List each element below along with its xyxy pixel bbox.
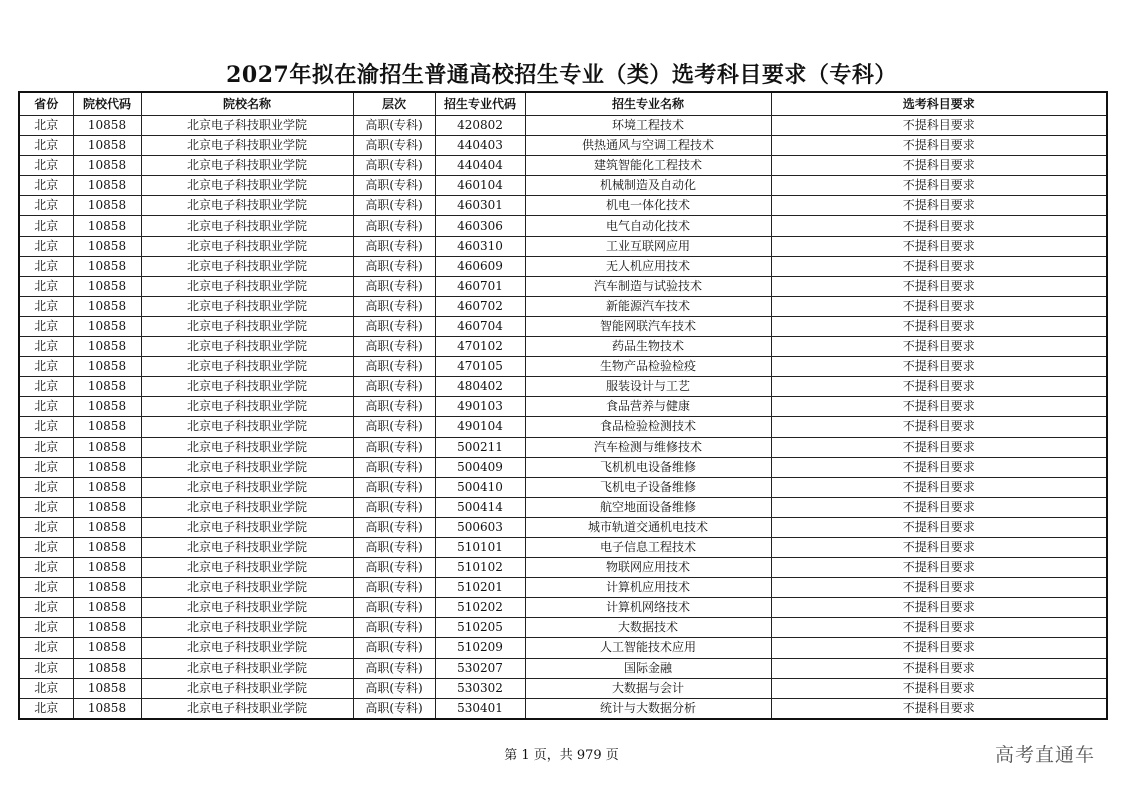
- cell-major-name: 汽车检测与维修技术: [525, 437, 771, 457]
- cell-major-name: 国际金融: [525, 658, 771, 678]
- cell-school-name: 北京电子科技职业学院: [141, 558, 353, 578]
- table-row: [19, 658, 1107, 678]
- cell-level: 高职(专科): [353, 377, 435, 397]
- cell-level: 高职(专科): [353, 477, 435, 497]
- cell-level: 高职(专科): [353, 678, 435, 698]
- cell-subject-requirement: 不提科目要求: [771, 417, 1107, 437]
- cell-level: 高职(专科): [353, 136, 435, 156]
- table-row: [19, 116, 1107, 136]
- table-row: [19, 156, 1107, 176]
- cell-school-name: 北京电子科技职业学院: [141, 236, 353, 256]
- cell-school-code: 10858: [73, 598, 141, 618]
- header-subject-requirement: 选考科目要求: [771, 92, 1107, 116]
- cell-school-code: 10858: [73, 156, 141, 176]
- cell-major-code: 510205: [435, 618, 525, 638]
- cell-major-code: 470102: [435, 337, 525, 357]
- cell-major-name: 电气自动化技术: [525, 216, 771, 236]
- cell-major-code: 460701: [435, 276, 525, 296]
- table-row: [19, 497, 1107, 517]
- cell-school-name: 北京电子科技职业学院: [141, 497, 353, 517]
- table-row: [19, 537, 1107, 557]
- table-row: [19, 578, 1107, 598]
- table-row: [19, 296, 1107, 316]
- table-row: [19, 377, 1107, 397]
- cell-province: 北京: [19, 417, 73, 437]
- cell-major-name: 飞机机电设备维修: [525, 457, 771, 477]
- cell-school-name: 北京电子科技职业学院: [141, 397, 353, 417]
- cell-school-name: 北京电子科技职业学院: [141, 357, 353, 377]
- cell-school-code: 10858: [73, 658, 141, 678]
- table-row: [19, 638, 1107, 658]
- header-school-name: 院校名称: [141, 92, 353, 116]
- cell-major-name: 飞机电子设备维修: [525, 477, 771, 497]
- cell-school-name: 北京电子科技职业学院: [141, 618, 353, 638]
- cell-major-name: 电子信息工程技术: [525, 537, 771, 557]
- cell-school-name: 北京电子科技职业学院: [141, 337, 353, 357]
- cell-level: 高职(专科): [353, 558, 435, 578]
- cell-province: 北京: [19, 437, 73, 457]
- cell-major-name: 物联网应用技术: [525, 558, 771, 578]
- cell-school-code: 10858: [73, 437, 141, 457]
- cell-major-name: 大数据与会计: [525, 678, 771, 698]
- cell-school-code: 10858: [73, 537, 141, 557]
- cell-school-code: 10858: [73, 678, 141, 698]
- cell-school-code: 10858: [73, 216, 141, 236]
- cell-school-name: 北京电子科技职业学院: [141, 477, 353, 497]
- cell-school-code: 10858: [73, 618, 141, 638]
- cell-school-name: 北京电子科技职业学院: [141, 437, 353, 457]
- cell-level: 高职(专科): [353, 236, 435, 256]
- cell-school-name: 北京电子科技职业学院: [141, 417, 353, 437]
- cell-school-name: 北京电子科技职业学院: [141, 196, 353, 216]
- cell-school-name: 北京电子科技职业学院: [141, 377, 353, 397]
- cell-province: 北京: [19, 477, 73, 497]
- cell-province: 北京: [19, 558, 73, 578]
- cell-school-code: 10858: [73, 296, 141, 316]
- cell-major-name: 供热通风与空调工程技术: [525, 136, 771, 156]
- cell-level: 高职(专科): [353, 176, 435, 196]
- cell-level: 高职(专科): [353, 337, 435, 357]
- cell-level: 高职(专科): [353, 216, 435, 236]
- cell-school-code: 10858: [73, 698, 141, 719]
- cell-school-name: 北京电子科技职业学院: [141, 517, 353, 537]
- cell-major-code: 530302: [435, 678, 525, 698]
- cell-subject-requirement: 不提科目要求: [771, 357, 1107, 377]
- cell-major-name: 城市轨道交通机电技术: [525, 517, 771, 537]
- cell-subject-requirement: 不提科目要求: [771, 397, 1107, 417]
- cell-subject-requirement: 不提科目要求: [771, 658, 1107, 678]
- cell-province: 北京: [19, 136, 73, 156]
- page-number: 第 1 页，共 979 页: [504, 748, 619, 763]
- cell-subject-requirement: 不提科目要求: [771, 196, 1107, 216]
- table-row: [19, 397, 1107, 417]
- table-row: [19, 437, 1107, 457]
- cell-major-name: 智能网联汽车技术: [525, 316, 771, 336]
- cell-subject-requirement: 不提科目要求: [771, 618, 1107, 638]
- cell-school-name: 北京电子科技职业学院: [141, 457, 353, 477]
- cell-province: 北京: [19, 537, 73, 557]
- cell-subject-requirement: 不提科目要求: [771, 316, 1107, 336]
- cell-major-code: 460609: [435, 256, 525, 276]
- cell-subject-requirement: 不提科目要求: [771, 517, 1107, 537]
- cell-province: 北京: [19, 196, 73, 216]
- table-row: [19, 236, 1107, 256]
- cell-major-code: 490104: [435, 417, 525, 437]
- cell-level: 高职(专科): [353, 316, 435, 336]
- cell-province: 北京: [19, 698, 73, 719]
- cell-province: 北京: [19, 337, 73, 357]
- cell-major-name: 计算机网络技术: [525, 598, 771, 618]
- cell-major-code: 460306: [435, 216, 525, 236]
- cell-level: 高职(专科): [353, 256, 435, 276]
- cell-province: 北京: [19, 296, 73, 316]
- cell-major-code: 460310: [435, 236, 525, 256]
- header-province: 省份: [19, 92, 73, 116]
- cell-school-name: 北京电子科技职业学院: [141, 156, 353, 176]
- cell-school-code: 10858: [73, 517, 141, 537]
- cell-subject-requirement: 不提科目要求: [771, 698, 1107, 719]
- cell-school-code: 10858: [73, 477, 141, 497]
- table-row: [19, 196, 1107, 216]
- cell-school-name: 北京电子科技职业学院: [141, 296, 353, 316]
- cell-school-code: 10858: [73, 176, 141, 196]
- cell-school-code: 10858: [73, 276, 141, 296]
- cell-school-code: 10858: [73, 136, 141, 156]
- cell-province: 北京: [19, 578, 73, 598]
- cell-major-code: 500603: [435, 517, 525, 537]
- cell-major-name: 人工智能技术应用: [525, 638, 771, 658]
- table-row: [19, 517, 1107, 537]
- cell-major-code: 510209: [435, 638, 525, 658]
- cell-major-name: 汽车制造与试验技术: [525, 276, 771, 296]
- cell-major-name: 食品检验检测技术: [525, 417, 771, 437]
- cell-school-code: 10858: [73, 357, 141, 377]
- cell-major-code: 440403: [435, 136, 525, 156]
- cell-school-name: 北京电子科技职业学院: [141, 256, 353, 276]
- cell-level: 高职(专科): [353, 598, 435, 618]
- cell-major-code: 460702: [435, 296, 525, 316]
- cell-school-name: 北京电子科技职业学院: [141, 116, 353, 136]
- table-row: [19, 698, 1107, 719]
- cell-school-code: 10858: [73, 316, 141, 336]
- cell-school-name: 北京电子科技职业学院: [141, 598, 353, 618]
- cell-level: 高职(专科): [353, 638, 435, 658]
- cell-major-code: 440404: [435, 156, 525, 176]
- table-row: [19, 457, 1107, 477]
- cell-level: 高职(专科): [353, 116, 435, 136]
- cell-province: 北京: [19, 658, 73, 678]
- cell-major-name: 机电一体化技术: [525, 196, 771, 216]
- cell-school-code: 10858: [73, 638, 141, 658]
- header-level: 层次: [353, 92, 435, 116]
- cell-subject-requirement: 不提科目要求: [771, 598, 1107, 618]
- cell-subject-requirement: 不提科目要求: [771, 638, 1107, 658]
- cell-subject-requirement: 不提科目要求: [771, 497, 1107, 517]
- cell-province: 北京: [19, 256, 73, 276]
- table-row: [19, 256, 1107, 276]
- table-row: [19, 558, 1107, 578]
- cell-level: 高职(专科): [353, 437, 435, 457]
- cell-level: 高职(专科): [353, 537, 435, 557]
- cell-major-name: 航空地面设备维修: [525, 497, 771, 517]
- cell-subject-requirement: 不提科目要求: [771, 236, 1107, 256]
- cell-school-code: 10858: [73, 116, 141, 136]
- cell-major-code: 500414: [435, 497, 525, 517]
- cell-level: 高职(专科): [353, 417, 435, 437]
- cell-subject-requirement: 不提科目要求: [771, 156, 1107, 176]
- cell-school-code: 10858: [73, 417, 141, 437]
- cell-major-name: 计算机应用技术: [525, 578, 771, 598]
- cell-province: 北京: [19, 517, 73, 537]
- cell-level: 高职(专科): [353, 698, 435, 719]
- table-row: [19, 678, 1107, 698]
- cell-level: 高职(专科): [353, 397, 435, 417]
- cell-province: 北京: [19, 236, 73, 256]
- cell-school-name: 北京电子科技职业学院: [141, 658, 353, 678]
- cell-school-name: 北京电子科技职业学院: [141, 216, 353, 236]
- cell-school-name: 北京电子科技职业学院: [141, 537, 353, 557]
- cell-school-code: 10858: [73, 558, 141, 578]
- cell-major-code: 530401: [435, 698, 525, 719]
- cell-major-name: 服装设计与工艺: [525, 377, 771, 397]
- cell-school-name: 北京电子科技职业学院: [141, 698, 353, 719]
- cell-level: 高职(专科): [353, 357, 435, 377]
- page-title: 2027年拟在渝招生普通高校招生专业（类）选考科目要求（专科）: [226, 62, 897, 88]
- cell-level: 高职(专科): [353, 457, 435, 477]
- table-header-row: [19, 92, 1107, 116]
- requirements-table: [18, 91, 1108, 720]
- cell-province: 北京: [19, 216, 73, 236]
- cell-level: 高职(专科): [353, 517, 435, 537]
- cell-province: 北京: [19, 457, 73, 477]
- cell-major-name: 工业互联网应用: [525, 236, 771, 256]
- cell-province: 北京: [19, 116, 73, 136]
- cell-major-code: 480402: [435, 377, 525, 397]
- cell-subject-requirement: 不提科目要求: [771, 678, 1107, 698]
- cell-province: 北京: [19, 357, 73, 377]
- cell-major-code: 500410: [435, 477, 525, 497]
- cell-province: 北京: [19, 397, 73, 417]
- cell-province: 北京: [19, 598, 73, 618]
- cell-major-code: 510101: [435, 537, 525, 557]
- cell-major-name: 无人机应用技术: [525, 256, 771, 276]
- cell-major-code: 490103: [435, 397, 525, 417]
- cell-level: 高职(专科): [353, 618, 435, 638]
- cell-subject-requirement: 不提科目要求: [771, 116, 1107, 136]
- cell-major-name: 建筑智能化工程技术: [525, 156, 771, 176]
- cell-subject-requirement: 不提科目要求: [771, 437, 1107, 457]
- cell-major-name: 机械制造及自动化: [525, 176, 771, 196]
- cell-major-code: 500211: [435, 437, 525, 457]
- cell-level: 高职(专科): [353, 658, 435, 678]
- cell-province: 北京: [19, 176, 73, 196]
- cell-subject-requirement: 不提科目要求: [771, 256, 1107, 276]
- cell-subject-requirement: 不提科目要求: [771, 477, 1107, 497]
- cell-major-name: 新能源汽车技术: [525, 296, 771, 316]
- cell-school-code: 10858: [73, 457, 141, 477]
- cell-subject-requirement: 不提科目要求: [771, 377, 1107, 397]
- table-row: [19, 276, 1107, 296]
- cell-major-code: 460704: [435, 316, 525, 336]
- table-row: [19, 618, 1107, 638]
- table-row: [19, 477, 1107, 497]
- cell-province: 北京: [19, 618, 73, 638]
- cell-subject-requirement: 不提科目要求: [771, 537, 1107, 557]
- cell-province: 北京: [19, 276, 73, 296]
- table-row: [19, 176, 1107, 196]
- cell-province: 北京: [19, 156, 73, 176]
- cell-school-name: 北京电子科技职业学院: [141, 136, 353, 156]
- cell-school-code: 10858: [73, 377, 141, 397]
- cell-subject-requirement: 不提科目要求: [771, 216, 1107, 236]
- cell-subject-requirement: 不提科目要求: [771, 276, 1107, 296]
- cell-school-name: 北京电子科技职业学院: [141, 176, 353, 196]
- cell-school-code: 10858: [73, 578, 141, 598]
- cell-province: 北京: [19, 316, 73, 336]
- table-row: [19, 337, 1107, 357]
- cell-major-code: 500409: [435, 457, 525, 477]
- table-row: [19, 417, 1107, 437]
- table-row: [19, 216, 1107, 236]
- cell-province: 北京: [19, 638, 73, 658]
- cell-province: 北京: [19, 678, 73, 698]
- cell-school-name: 北京电子科技职业学院: [141, 276, 353, 296]
- cell-school-name: 北京电子科技职业学院: [141, 578, 353, 598]
- cell-level: 高职(专科): [353, 497, 435, 517]
- cell-major-name: 环境工程技术: [525, 116, 771, 136]
- cell-subject-requirement: 不提科目要求: [771, 296, 1107, 316]
- cell-level: 高职(专科): [353, 296, 435, 316]
- cell-level: 高职(专科): [353, 196, 435, 216]
- cell-major-name: 药品生物技术: [525, 337, 771, 357]
- header-major-code: 招生专业代码: [435, 92, 525, 116]
- cell-major-code: 470105: [435, 357, 525, 377]
- cell-level: 高职(专科): [353, 276, 435, 296]
- cell-school-name: 北京电子科技职业学院: [141, 678, 353, 698]
- cell-subject-requirement: 不提科目要求: [771, 136, 1107, 156]
- cell-major-name: 大数据技术: [525, 618, 771, 638]
- header-major-name: 招生专业名称: [525, 92, 771, 116]
- cell-major-code: 530207: [435, 658, 525, 678]
- cell-subject-requirement: 不提科目要求: [771, 558, 1107, 578]
- cell-major-name: 食品营养与健康: [525, 397, 771, 417]
- cell-subject-requirement: 不提科目要求: [771, 337, 1107, 357]
- cell-major-code: 510201: [435, 578, 525, 598]
- table-row: [19, 316, 1107, 336]
- table-body: [19, 116, 1107, 719]
- cell-school-code: 10858: [73, 497, 141, 517]
- table-row: [19, 598, 1107, 618]
- cell-major-name: 统计与大数据分析: [525, 698, 771, 719]
- cell-school-code: 10858: [73, 256, 141, 276]
- cell-school-code: 10858: [73, 337, 141, 357]
- cell-subject-requirement: 不提科目要求: [771, 176, 1107, 196]
- watermark: 高考直通车: [994, 744, 1095, 766]
- cell-major-name: 生物产品检验检疫: [525, 357, 771, 377]
- cell-school-code: 10858: [73, 397, 141, 417]
- table-row: [19, 136, 1107, 156]
- cell-subject-requirement: 不提科目要求: [771, 578, 1107, 598]
- cell-subject-requirement: 不提科目要求: [771, 457, 1107, 477]
- cell-school-name: 北京电子科技职业学院: [141, 638, 353, 658]
- cell-school-code: 10858: [73, 196, 141, 216]
- cell-major-code: 460301: [435, 196, 525, 216]
- cell-school-name: 北京电子科技职业学院: [141, 316, 353, 336]
- header-school-code: 院校代码: [73, 92, 141, 116]
- table-row: [19, 357, 1107, 377]
- cell-major-code: 510202: [435, 598, 525, 618]
- cell-school-code: 10858: [73, 236, 141, 256]
- cell-level: 高职(专科): [353, 578, 435, 598]
- cell-province: 北京: [19, 497, 73, 517]
- cell-level: 高职(专科): [353, 156, 435, 176]
- cell-major-code: 420802: [435, 116, 525, 136]
- cell-major-code: 460104: [435, 176, 525, 196]
- cell-province: 北京: [19, 377, 73, 397]
- cell-major-code: 510102: [435, 558, 525, 578]
